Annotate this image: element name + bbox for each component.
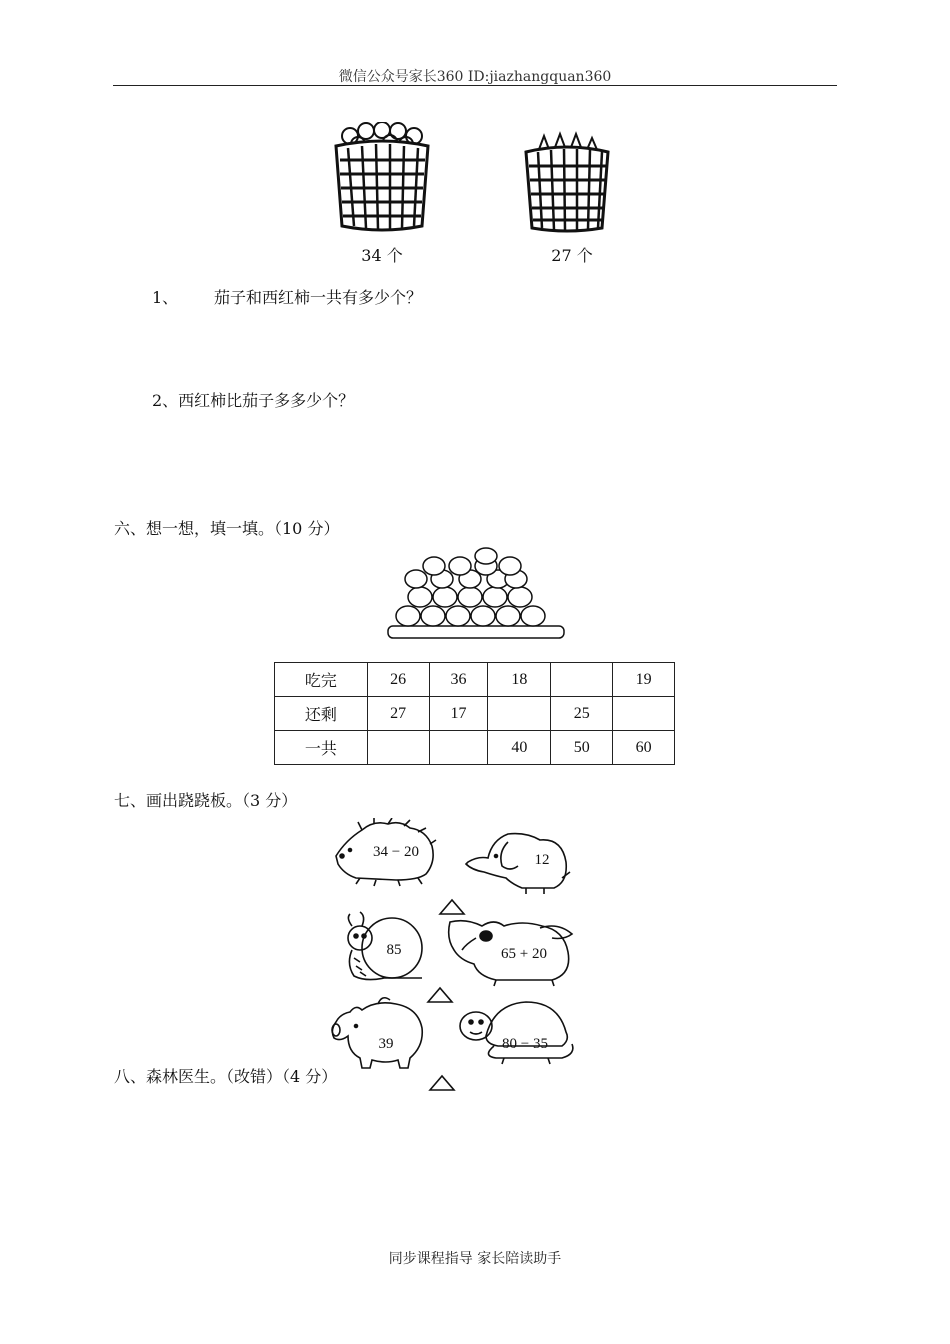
header-divider bbox=[113, 85, 837, 86]
table-cell: 27 bbox=[367, 697, 429, 731]
basket-count-right: 27 个 bbox=[551, 246, 593, 265]
question-1-text: 茄子和西红柿一共有多少个？ bbox=[214, 288, 423, 307]
apple-plate-illustration bbox=[386, 546, 566, 646]
section-6-title: 六、想一想，填一填。（10 分） bbox=[114, 519, 340, 538]
snail-expression: 85 bbox=[386, 942, 402, 958]
turtle-expression: 80 − 35 bbox=[502, 1036, 548, 1052]
fill-in-table bbox=[274, 662, 675, 765]
table-cell: 26 bbox=[367, 663, 429, 697]
dog-expression: 65 + 20 bbox=[501, 946, 547, 962]
row-label: 还剩 bbox=[275, 697, 368, 731]
table-cell bbox=[488, 697, 551, 731]
table-cell: 18 bbox=[488, 663, 551, 697]
eggplant-basket-illustration bbox=[330, 122, 434, 234]
table-cell bbox=[429, 731, 488, 765]
elephant-illustration bbox=[466, 834, 570, 894]
question-2-text: 2、西红柿比茄子多多少个？ bbox=[152, 391, 355, 410]
section-7-title: 七、画出跷跷板。（3 分） bbox=[114, 791, 298, 810]
pig-expression: 39 bbox=[378, 1036, 394, 1052]
pig-illustration bbox=[332, 998, 422, 1068]
row-label: 一共 bbox=[275, 731, 368, 765]
table-row bbox=[275, 663, 675, 697]
hedgehog-expression: 34 − 20 bbox=[373, 844, 419, 860]
table-cell: 25 bbox=[551, 697, 613, 731]
elephant-expression: 12 bbox=[534, 852, 550, 868]
question-1-number: 1、 bbox=[152, 288, 179, 307]
table-cell: 60 bbox=[613, 731, 675, 765]
page-header: 微信公众号家长360 ID:jiazhangquan360 bbox=[338, 69, 612, 85]
tomato-basket-illustration bbox=[520, 130, 614, 234]
page-footer: 同步课程指导 家长陪读助手 bbox=[388, 1251, 562, 1267]
row-label: 吃完 bbox=[275, 663, 368, 697]
table-cell: 40 bbox=[488, 731, 551, 765]
basket-count-left: 34 个 bbox=[361, 246, 403, 265]
table-cell bbox=[551, 663, 613, 697]
section-8-title: 八、森林医生。（改错）（4 分） bbox=[114, 1067, 338, 1086]
table-cell bbox=[367, 731, 429, 765]
table-row bbox=[275, 697, 675, 731]
table-cell: 50 bbox=[551, 731, 613, 765]
turtle-illustration bbox=[460, 1002, 573, 1064]
seesaw-animals-illustration bbox=[326, 818, 580, 1094]
table-cell: 36 bbox=[429, 663, 488, 697]
table-cell bbox=[613, 697, 675, 731]
table-cell: 17 bbox=[429, 697, 488, 731]
snail-illustration bbox=[348, 912, 422, 980]
table-cell: 19 bbox=[613, 663, 675, 697]
table-row bbox=[275, 731, 675, 765]
